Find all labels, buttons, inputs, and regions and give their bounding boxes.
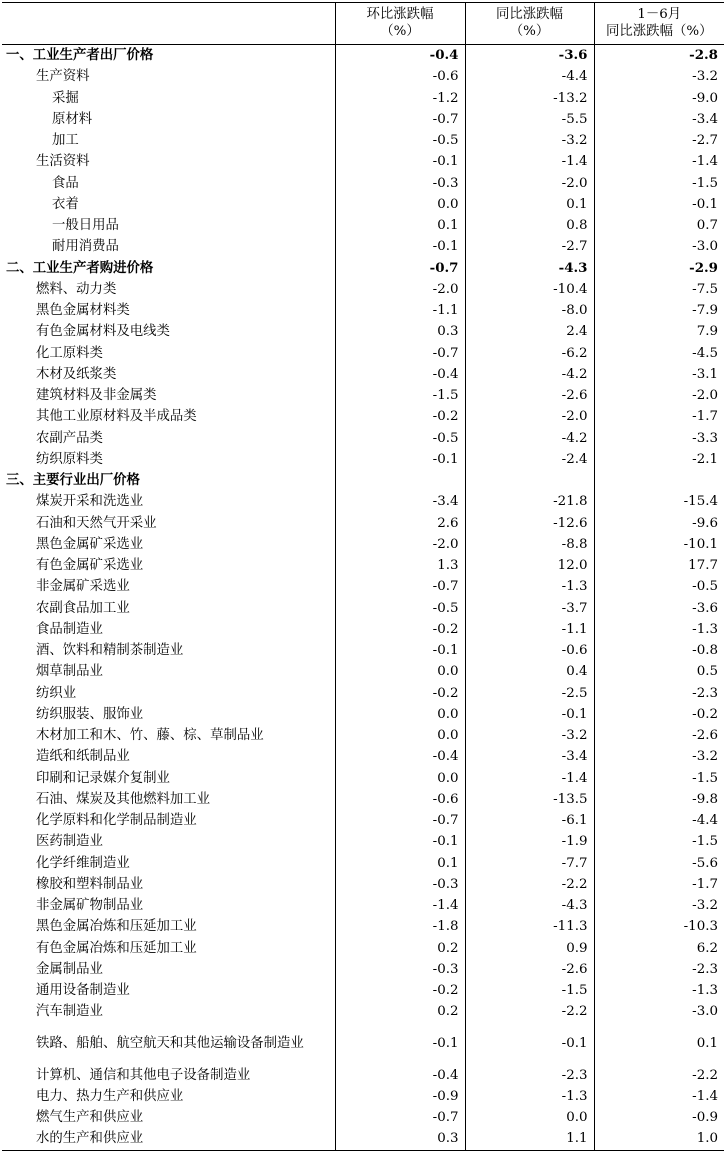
table-row xyxy=(2,173,724,194)
table-row xyxy=(2,513,724,534)
cell-yoy: -0.1 xyxy=(465,704,594,725)
cell-mom: -1.4 xyxy=(335,895,465,916)
cell-mom: -0.6 xyxy=(335,66,465,87)
row-label: 黑色金属冶炼和压延加工业 xyxy=(36,919,197,935)
cell-ytd: -2.1 xyxy=(594,449,724,470)
table-row xyxy=(2,88,724,109)
cell-ytd: 6.2 xyxy=(594,938,724,959)
cell-mom: -0.2 xyxy=(335,406,465,427)
cell-mom: -3.4 xyxy=(335,491,465,512)
cell-yoy: 1.1 xyxy=(465,1128,594,1150)
cell-ytd: -2.3 xyxy=(594,959,724,980)
row-label: 食品 xyxy=(52,175,79,191)
cell-ytd: -1.5 xyxy=(594,831,724,852)
cell-ytd: -3.2 xyxy=(594,746,724,767)
header-ytd xyxy=(594,3,724,45)
cell-yoy: 2.4 xyxy=(465,321,594,342)
cell-yoy: -4.3 xyxy=(465,258,594,279)
table-row xyxy=(2,555,724,576)
cell-ytd: 7.9 xyxy=(594,321,724,342)
row-label: 化学纤维制造业 xyxy=(36,855,130,871)
cell-yoy: -10.4 xyxy=(465,279,594,300)
row-label: 黑色金属材料类 xyxy=(36,303,130,319)
cell-ytd: -3.4 xyxy=(594,109,724,130)
cell-mom: -0.2 xyxy=(335,683,465,704)
cell-mom: 0.3 xyxy=(335,321,465,342)
table-row xyxy=(2,151,724,172)
cell-yoy: -3.7 xyxy=(465,598,594,619)
cell-ytd: -2.0 xyxy=(594,385,724,406)
cell-yoy: -1.3 xyxy=(465,1086,594,1107)
cell-ytd: -3.6 xyxy=(594,598,724,619)
row-label: 化学原料和化学制品制造业 xyxy=(36,813,197,829)
table-row xyxy=(2,916,724,937)
cell-mom: -1.8 xyxy=(335,916,465,937)
row-label: 非金属矿物制品业 xyxy=(36,898,144,914)
table-row xyxy=(2,258,724,279)
cell-yoy: -1.4 xyxy=(465,768,594,789)
cell-yoy: -4.2 xyxy=(465,428,594,449)
ppi-table xyxy=(2,2,724,1151)
row-label: 纺织服装、服饰业 xyxy=(36,706,144,722)
cell-mom: 0.0 xyxy=(335,768,465,789)
cell-yoy: -1.4 xyxy=(465,151,594,172)
cell-ytd: -2.6 xyxy=(594,725,724,746)
cell-ytd xyxy=(594,470,724,491)
cell-mom: 1.3 xyxy=(335,555,465,576)
row-label: 其他工业原材料及半成品类 xyxy=(36,409,197,425)
cell-mom: -0.1 xyxy=(335,1023,465,1065)
cell-ytd: -1.4 xyxy=(594,1086,724,1107)
header-yoy xyxy=(465,3,594,45)
table-row xyxy=(2,640,724,661)
cell-ytd: -2.7 xyxy=(594,130,724,151)
row-label: 黑色金属矿采选业 xyxy=(36,536,144,552)
table-row xyxy=(2,343,724,364)
cell-yoy: -3.2 xyxy=(465,725,594,746)
cell-ytd: -3.3 xyxy=(594,428,724,449)
header-mom xyxy=(335,3,465,45)
row-label: 汽车制造业 xyxy=(36,1004,103,1020)
cell-yoy: -21.8 xyxy=(465,491,594,512)
table-row xyxy=(2,1065,724,1086)
row-label: 一、工业生产者出厂价格 xyxy=(6,48,154,64)
row-label: 石油和天然气开采业 xyxy=(36,515,157,531)
cell-mom: -0.7 xyxy=(335,343,465,364)
table-row xyxy=(2,534,724,555)
cell-mom: -0.1 xyxy=(335,151,465,172)
cell-yoy: -2.0 xyxy=(465,173,594,194)
cell-mom: -2.0 xyxy=(335,534,465,555)
cell-yoy: -2.4 xyxy=(465,449,594,470)
cell-ytd: -0.1 xyxy=(594,194,724,215)
row-label: 橡胶和塑料制品业 xyxy=(36,876,144,892)
table-row xyxy=(2,683,724,704)
cell-mom: 0.1 xyxy=(335,853,465,874)
table-row xyxy=(2,66,724,87)
cell-mom: 0.0 xyxy=(335,704,465,725)
cell-mom: 0.0 xyxy=(335,725,465,746)
table-row xyxy=(2,491,724,512)
row-label: 纺织业 xyxy=(36,685,77,701)
cell-mom: -0.5 xyxy=(335,130,465,151)
row-label: 生活资料 xyxy=(36,154,90,170)
cell-ytd: -1.5 xyxy=(594,768,724,789)
cell-yoy: -0.6 xyxy=(465,640,594,661)
cell-ytd: -3.0 xyxy=(594,236,724,257)
cell-ytd: -2.2 xyxy=(594,1065,724,1086)
cell-yoy: -4.3 xyxy=(465,895,594,916)
header-ytd-label: 1－6月 同比涨跌幅（%） xyxy=(606,7,713,39)
cell-yoy: -8.8 xyxy=(465,534,594,555)
table-row xyxy=(2,874,724,895)
cell-yoy: -7.7 xyxy=(465,853,594,874)
cell-yoy: -1.3 xyxy=(465,576,594,597)
table-row xyxy=(2,1128,724,1150)
cell-ytd: -1.5 xyxy=(594,173,724,194)
table-row xyxy=(2,321,724,342)
table-row xyxy=(2,385,724,406)
cell-ytd: -7.5 xyxy=(594,279,724,300)
table-header-row xyxy=(2,3,724,45)
cell-ytd: -0.9 xyxy=(594,1107,724,1128)
cell-yoy xyxy=(465,470,594,491)
row-label: 有色金属材料及电线类 xyxy=(36,324,170,340)
cell-mom: -2.0 xyxy=(335,279,465,300)
cell-ytd: 17.7 xyxy=(594,555,724,576)
cell-yoy: -2.6 xyxy=(465,959,594,980)
cell-ytd: -3.2 xyxy=(594,895,724,916)
table-row xyxy=(2,279,724,300)
cell-mom xyxy=(335,470,465,491)
table-row xyxy=(2,364,724,385)
row-label: 通用设备制造业 xyxy=(36,983,130,999)
row-label: 三、主要行业出厂价格 xyxy=(6,473,140,489)
cell-mom: -1.1 xyxy=(335,300,465,321)
cell-ytd: -10.3 xyxy=(594,916,724,937)
row-label: 采掘 xyxy=(52,90,79,106)
cell-yoy: -5.5 xyxy=(465,109,594,130)
row-label: 铁路、船舶、航空航天和其他运输设备制造业 xyxy=(36,1036,304,1051)
cell-ytd: -9.8 xyxy=(594,789,724,810)
cell-yoy: -1.1 xyxy=(465,619,594,640)
cell-ytd: -4.4 xyxy=(594,810,724,831)
cell-ytd: -0.2 xyxy=(594,704,724,725)
cell-ytd: -1.7 xyxy=(594,406,724,427)
cell-mom: -0.6 xyxy=(335,789,465,810)
cell-yoy: -2.6 xyxy=(465,385,594,406)
row-label: 建筑材料及非金属类 xyxy=(36,388,157,404)
cell-yoy: 12.0 xyxy=(465,555,594,576)
row-label: 食品制造业 xyxy=(36,621,103,637)
table-row xyxy=(2,449,724,470)
table-row xyxy=(2,470,724,491)
cell-mom: 0.2 xyxy=(335,938,465,959)
cell-ytd: -2.9 xyxy=(594,258,724,279)
row-label: 煤炭开采和洗选业 xyxy=(36,494,144,510)
cell-ytd: 0.7 xyxy=(594,215,724,236)
cell-mom: -0.1 xyxy=(335,640,465,661)
cell-mom: -0.3 xyxy=(335,874,465,895)
cell-yoy: -2.2 xyxy=(465,874,594,895)
table-row xyxy=(2,959,724,980)
cell-mom: 0.2 xyxy=(335,1001,465,1022)
row-label: 木材及纸浆类 xyxy=(36,366,117,382)
table-row xyxy=(2,1001,724,1022)
table-row xyxy=(2,619,724,640)
row-label: 衣着 xyxy=(52,196,79,212)
cell-ytd: -9.0 xyxy=(594,88,724,109)
table-row xyxy=(2,661,724,682)
cell-yoy: 0.4 xyxy=(465,661,594,682)
row-label: 水的生产和供应业 xyxy=(2,1128,335,1150)
table-row xyxy=(2,938,724,959)
row-label: 加工 xyxy=(52,133,79,149)
cell-mom: -0.3 xyxy=(335,173,465,194)
cell-mom: -0.7 xyxy=(335,576,465,597)
cell-yoy: -8.0 xyxy=(465,300,594,321)
cell-ytd: -0.8 xyxy=(594,640,724,661)
table-body xyxy=(2,45,724,1151)
cell-ytd: -1.3 xyxy=(594,619,724,640)
table-row xyxy=(2,406,724,427)
row-label: 酒、饮料和精制茶制造业 xyxy=(36,643,184,659)
cell-mom: -0.2 xyxy=(335,619,465,640)
row-label: 医药制造业 xyxy=(36,834,103,850)
table-row xyxy=(2,980,724,1001)
cell-ytd: -5.6 xyxy=(594,853,724,874)
cell-yoy: -4.2 xyxy=(465,364,594,385)
table-row xyxy=(2,215,724,236)
table-row xyxy=(2,1086,724,1107)
row-label: 纺织原料类 xyxy=(36,451,103,467)
cell-mom: -0.4 xyxy=(335,364,465,385)
table-row xyxy=(2,300,724,321)
table-row xyxy=(2,576,724,597)
cell-yoy: -0.1 xyxy=(465,1023,594,1065)
header-yoy-label: 同比涨跌幅 （%） xyxy=(496,7,563,39)
cell-yoy: -12.6 xyxy=(465,513,594,534)
row-label: 化工原料类 xyxy=(36,345,103,361)
cell-mom: -0.4 xyxy=(335,1065,465,1086)
cell-ytd: -15.4 xyxy=(594,491,724,512)
row-label: 有色金属矿采选业 xyxy=(36,558,144,574)
cell-mom: -0.1 xyxy=(335,449,465,470)
row-label: 印刷和记录媒介复制业 xyxy=(36,770,170,786)
table-row xyxy=(2,789,724,810)
cell-mom: -0.1 xyxy=(335,831,465,852)
row-label: 有色金属冶炼和压延加工业 xyxy=(36,940,197,956)
cell-yoy: -11.3 xyxy=(465,916,594,937)
table-row xyxy=(2,810,724,831)
row-label: 烟草制品业 xyxy=(36,664,103,680)
row-label: 二、工业生产者购进价格 xyxy=(6,260,154,276)
cell-yoy: -1.5 xyxy=(465,980,594,1001)
row-label: 农副食品加工业 xyxy=(36,600,130,616)
row-label: 非金属矿采选业 xyxy=(36,579,130,595)
cell-ytd: -10.1 xyxy=(594,534,724,555)
cell-mom: 0.1 xyxy=(335,215,465,236)
table-row xyxy=(2,725,724,746)
cell-mom: -0.1 xyxy=(335,236,465,257)
cell-mom: -0.3 xyxy=(335,959,465,980)
table-row xyxy=(2,45,724,67)
cell-yoy: -2.2 xyxy=(465,1001,594,1022)
cell-mom: 0.3 xyxy=(335,1128,465,1150)
cell-ytd: -1.4 xyxy=(594,151,724,172)
table-row xyxy=(2,746,724,767)
table-row xyxy=(2,1023,724,1065)
cell-ytd: -2.8 xyxy=(594,45,724,67)
table-row xyxy=(2,236,724,257)
cell-mom: -0.5 xyxy=(335,428,465,449)
cell-yoy: 0.8 xyxy=(465,215,594,236)
cell-yoy: -6.1 xyxy=(465,810,594,831)
cell-ytd: -3.0 xyxy=(594,1001,724,1022)
cell-ytd: -1.7 xyxy=(594,874,724,895)
cell-mom: -0.9 xyxy=(335,1086,465,1107)
row-label: 耐用消费品 xyxy=(52,239,119,255)
cell-ytd: -3.2 xyxy=(594,66,724,87)
table-row xyxy=(2,428,724,449)
cell-mom: -1.5 xyxy=(335,385,465,406)
cell-yoy: 0.0 xyxy=(465,1107,594,1128)
cell-yoy: -2.7 xyxy=(465,236,594,257)
cell-mom: 0.0 xyxy=(335,661,465,682)
table-row xyxy=(2,895,724,916)
table-row xyxy=(2,194,724,215)
cell-ytd: -9.6 xyxy=(594,513,724,534)
row-label: 生产资料 xyxy=(36,69,90,85)
cell-mom: -0.5 xyxy=(335,598,465,619)
cell-mom: -0.7 xyxy=(335,810,465,831)
cell-ytd: 0.5 xyxy=(594,661,724,682)
cell-mom: 0.0 xyxy=(335,194,465,215)
cell-mom: -0.7 xyxy=(335,109,465,130)
table-row xyxy=(2,853,724,874)
cell-ytd: -7.9 xyxy=(594,300,724,321)
cell-yoy: -2.5 xyxy=(465,683,594,704)
row-label: 燃气生产和供应业 xyxy=(36,1110,144,1126)
cell-yoy: -6.2 xyxy=(465,343,594,364)
table-row xyxy=(2,598,724,619)
row-label: 造纸和纸制品业 xyxy=(36,749,130,765)
cell-ytd: -2.3 xyxy=(594,683,724,704)
cell-mom: 2.6 xyxy=(335,513,465,534)
cell-mom: -0.7 xyxy=(335,258,465,279)
row-label: 原材料 xyxy=(52,111,93,127)
cell-yoy: -13.2 xyxy=(465,88,594,109)
cell-yoy: -2.0 xyxy=(465,406,594,427)
row-label: 农副产品类 xyxy=(36,430,103,446)
header-mom-label: 环比涨跌幅 （%） xyxy=(366,7,434,39)
cell-yoy: -2.3 xyxy=(465,1065,594,1086)
cell-ytd: 1.0 xyxy=(594,1128,724,1150)
cell-mom: -0.7 xyxy=(335,1107,465,1128)
table-row xyxy=(2,831,724,852)
cell-ytd: -3.1 xyxy=(594,364,724,385)
cell-yoy: -3.6 xyxy=(465,45,594,67)
cell-mom: -1.2 xyxy=(335,88,465,109)
cell-ytd: 0.1 xyxy=(594,1023,724,1065)
table-row xyxy=(2,130,724,151)
row-label: 石油、煤炭及其他燃料加工业 xyxy=(36,791,211,807)
table-row xyxy=(2,768,724,789)
cell-yoy: -3.4 xyxy=(465,746,594,767)
row-label: 燃料、动力类 xyxy=(36,281,117,297)
cell-yoy: -3.2 xyxy=(465,130,594,151)
table-row xyxy=(2,1107,724,1128)
cell-yoy: 0.9 xyxy=(465,938,594,959)
table-row xyxy=(2,704,724,725)
cell-ytd: -0.5 xyxy=(594,576,724,597)
row-label: 一般日用品 xyxy=(52,218,119,234)
cell-yoy: -1.9 xyxy=(465,831,594,852)
row-label: 木材加工和木、竹、藤、棕、草制品业 xyxy=(36,728,264,744)
cell-mom: -0.2 xyxy=(335,980,465,1001)
header-category xyxy=(2,3,335,45)
row-label: 电力、热力生产和供应业 xyxy=(36,1088,184,1104)
cell-mom: -0.4 xyxy=(335,746,465,767)
row-label: 金属制品业 xyxy=(36,961,103,977)
cell-ytd: -1.3 xyxy=(594,980,724,1001)
cell-yoy: 0.1 xyxy=(465,194,594,215)
cell-mom: -0.4 xyxy=(335,45,465,67)
cell-yoy: -4.4 xyxy=(465,66,594,87)
table-row xyxy=(2,109,724,130)
cell-ytd: -4.5 xyxy=(594,343,724,364)
row-label: 计算机、通信和其他电子设备制造业 xyxy=(36,1067,251,1083)
cell-yoy: -13.5 xyxy=(465,789,594,810)
